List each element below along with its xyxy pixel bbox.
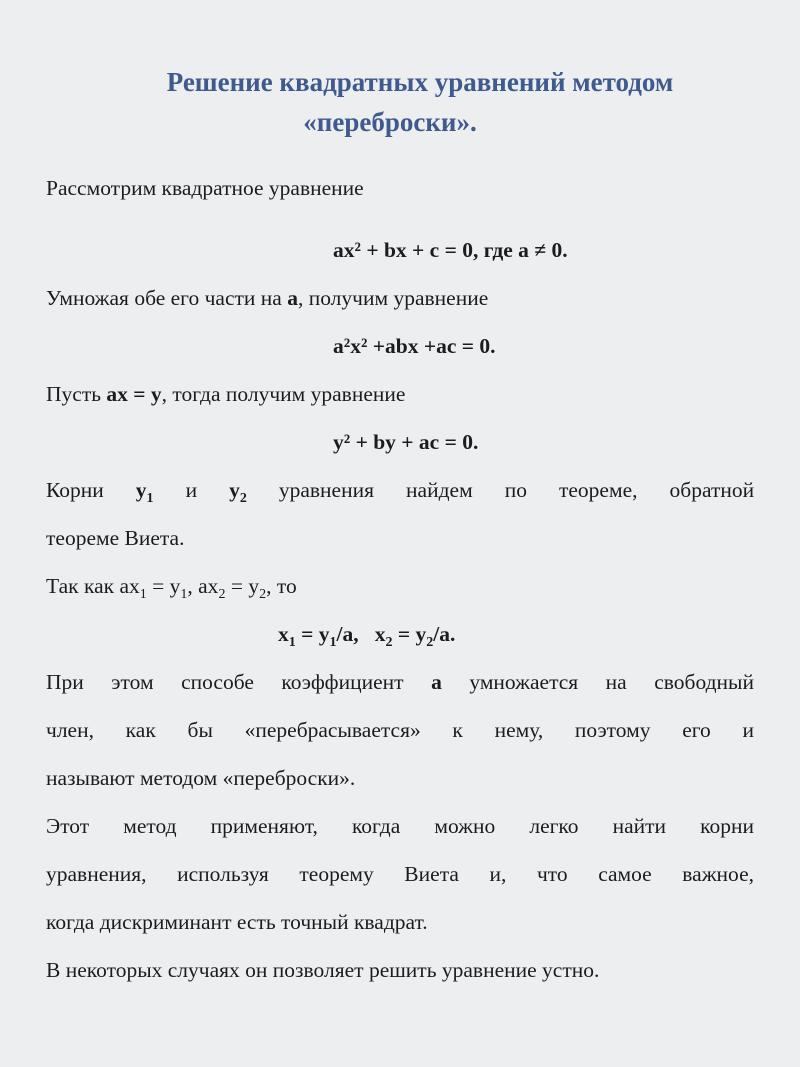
text: Корни <box>46 478 104 502</box>
slide-title <box>0 62 800 142</box>
subscript: 1 <box>288 635 296 650</box>
paragraph-multiply <box>46 283 488 313</box>
paragraph-usage-line-1: Этот метод применяют, когда можно легко найти корни <box>46 814 754 838</box>
title-line-1: Решение квадратных уравнений методом <box>166 67 674 97</box>
equation-y: y² + by + ac = 0. <box>333 430 479 454</box>
text: /a. <box>433 622 456 646</box>
text: по <box>504 478 527 502</box>
text: , то <box>266 574 297 598</box>
text: теореме, <box>558 478 638 502</box>
text: При этом способе коэффициент <box>46 670 432 694</box>
subscript: 1 <box>180 587 188 602</box>
paragraph-intro: Рассмотрим квадратное уравнение <box>46 176 364 200</box>
text: найдем <box>406 478 473 502</box>
equation-multiplied: a²x² +abx +ac = 0. <box>333 334 496 358</box>
text: , получим уравнение <box>297 286 489 310</box>
text: /a, x <box>336 622 386 646</box>
subscript: 2 <box>259 587 267 602</box>
paragraph-method-line-1 <box>46 667 754 697</box>
text: и <box>185 478 198 502</box>
text-bold: a <box>287 286 298 310</box>
text-bold: y <box>135 478 147 502</box>
subscript: 1 <box>146 491 154 506</box>
subscript: 1 <box>139 587 147 602</box>
paragraph-oral: В некоторых случаях он позволяет решить уравнение устно. <box>46 958 600 982</box>
text: x <box>278 622 289 646</box>
paragraph-method-line-3: называют методом «переброски». <box>46 766 356 790</box>
text-bold: a <box>431 670 442 694</box>
paragraph-roots-line-2: теореме Виета. <box>46 526 185 550</box>
paragraph-substitution <box>46 379 405 409</box>
subscript: 2 <box>385 635 393 650</box>
title-line-2: «переброски». <box>303 107 477 137</box>
text: Так как ax <box>46 574 140 598</box>
text: умножается на свободный <box>441 670 754 694</box>
text: обратной <box>669 478 755 502</box>
subscript: 2 <box>426 635 434 650</box>
paragraph-usage-line-3: когда дискриминант есть точный квадрат. <box>46 910 428 934</box>
text: = y <box>295 622 330 646</box>
text: , ax <box>187 574 219 598</box>
subscript: 1 <box>329 635 337 650</box>
text: , тогда получим уравнение <box>161 382 406 406</box>
text: уравнения <box>278 478 375 502</box>
paragraph-method-line-2: член, как бы «перебрасывается» к нему, поэтому его и <box>46 718 754 742</box>
paragraph-roots-line-1 <box>46 475 754 505</box>
text-bold: ax = y <box>106 382 162 406</box>
subscript: 2 <box>218 587 226 602</box>
paragraph-since <box>46 571 297 601</box>
equation-x-roots <box>0 619 800 649</box>
text: = y <box>392 622 427 646</box>
text: = y <box>146 574 181 598</box>
equation-general: ax² + bx + c = 0, где a ≠ 0. <box>333 238 568 262</box>
text: Пусть <box>46 382 107 406</box>
paragraph-usage-line-2: уравнения, используя теорему Виета и, что самое важное, <box>46 862 754 886</box>
text: Умножая обе его части на <box>46 286 288 310</box>
text-bold: y <box>229 478 240 502</box>
text: = y <box>225 574 260 598</box>
subscript: 2 <box>239 491 247 506</box>
